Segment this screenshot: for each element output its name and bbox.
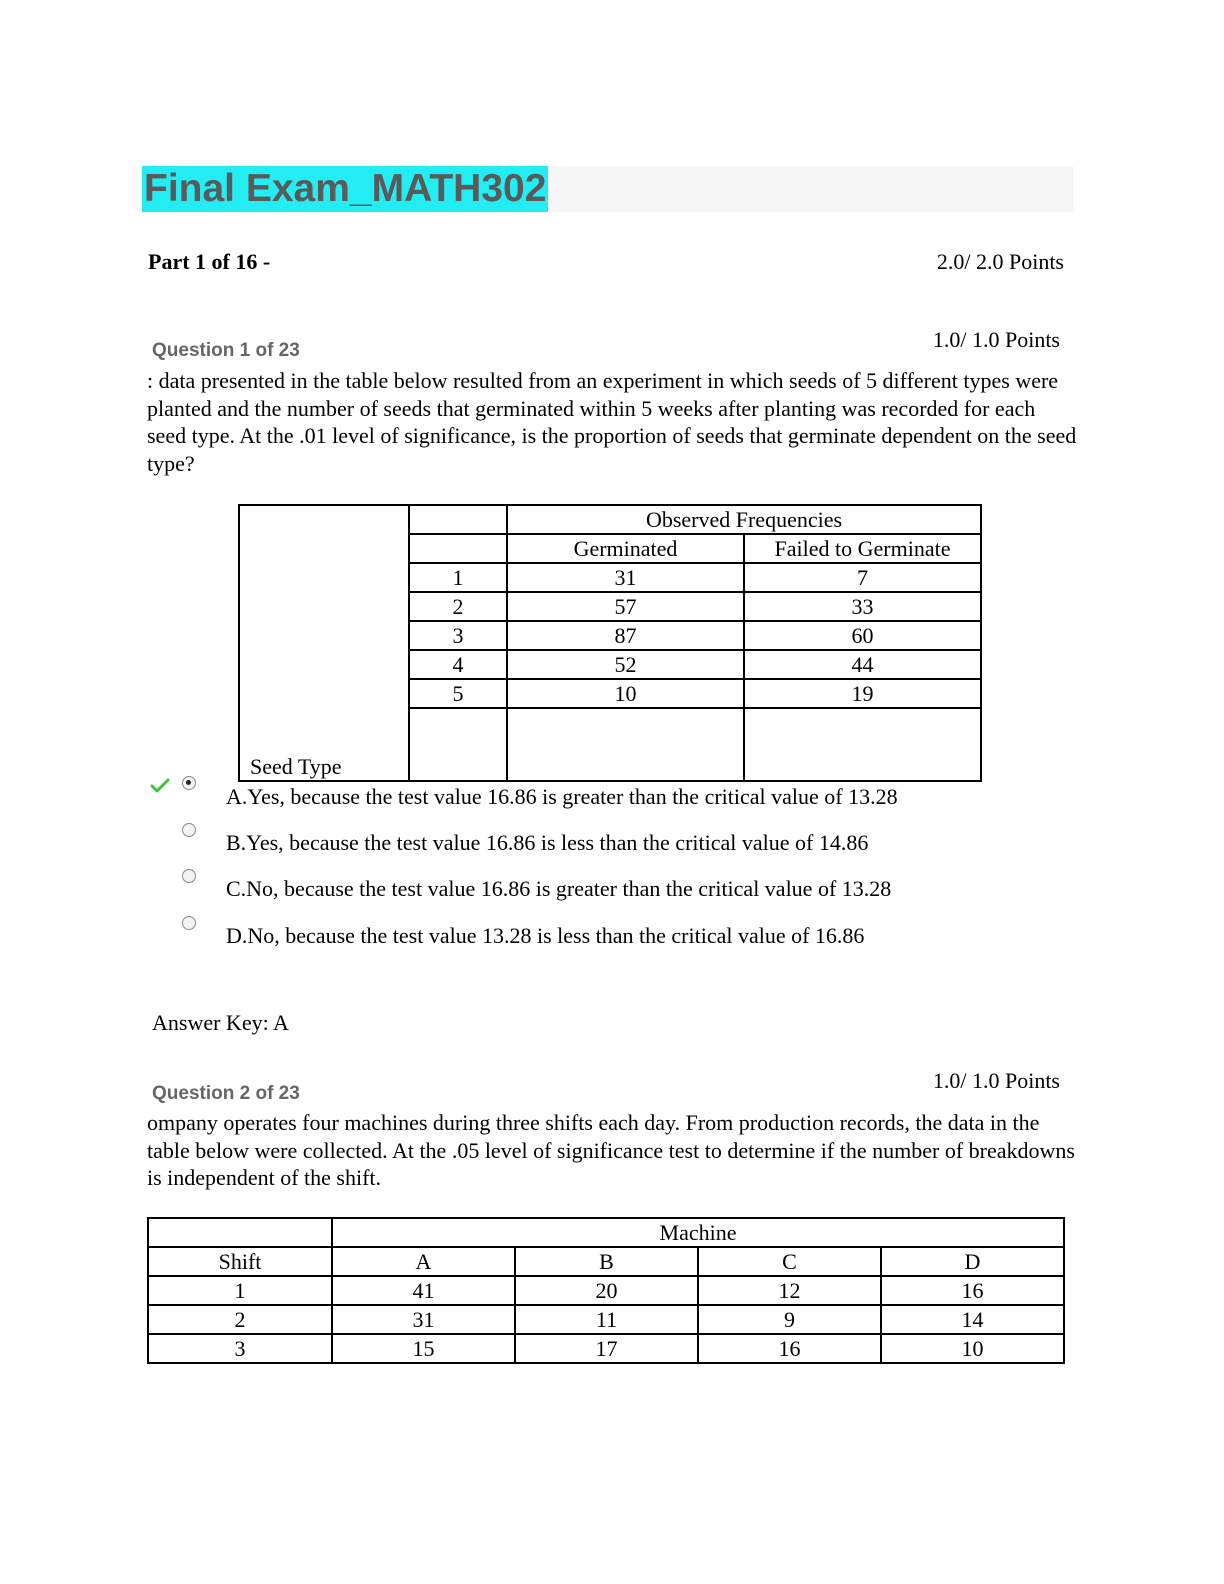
machine-d-header: D — [881, 1247, 1064, 1276]
value-cell: 12 — [698, 1276, 881, 1305]
failed-cell: 7 — [744, 563, 981, 592]
seed-type-cell: 3 — [409, 621, 507, 650]
question-1-points: 1.0/ 1.0 Points — [932, 327, 1060, 352]
shift-cell: 3 — [148, 1334, 332, 1363]
machine-header: Machine — [332, 1218, 1064, 1247]
option-a-radio-icon[interactable] — [182, 776, 196, 790]
radio-selected-dot — [186, 780, 191, 785]
observed-frequencies-header: Observed Frequencies — [507, 505, 981, 534]
machine-a-header: A — [332, 1247, 515, 1276]
germinated-cell: 10 — [507, 679, 744, 708]
value-cell: 31 — [332, 1305, 515, 1334]
germinated-cell: 87 — [507, 621, 744, 650]
germinated-cell: 57 — [507, 592, 744, 621]
option-d-radio-icon[interactable] — [182, 916, 196, 930]
shift-breakdown-table — [147, 1217, 1065, 1364]
seed-type-cell: 2 — [409, 592, 507, 621]
value-cell: 9 — [698, 1305, 881, 1334]
failed-cell: 33 — [744, 592, 981, 621]
germinated-cell: 31 — [507, 563, 744, 592]
table-cell — [148, 1218, 332, 1247]
machine-b-header: B — [515, 1247, 698, 1276]
option-b-text: B.Yes, because the test value 16.86 is less than the critical value of 14.86 — [226, 830, 869, 855]
table-row — [148, 1305, 1064, 1334]
table-cell — [409, 708, 507, 781]
seed-type-cell: 5 — [409, 679, 507, 708]
failed-header: Failed to Germinate — [744, 534, 981, 563]
failed-cell: 44 — [744, 650, 981, 679]
part-points: 2.0/ 2.0 Points — [936, 249, 1064, 274]
seed-frequency-table — [238, 504, 982, 782]
seed-type-cell: 4 — [409, 650, 507, 679]
answer-key: Answer Key: A — [152, 1010, 289, 1035]
table-cell — [507, 708, 744, 781]
question-1-text: : data presented in the table below resulted from an experiment in which seeds of 5 different types were planted and the number of seeds that germinated within 5 weeks after planting was recorded for each seed type. At the .01 level of significance, is the proportion of seeds that germinate dependent on the seed type? — [147, 368, 1077, 476]
value-cell: 17 — [515, 1334, 698, 1363]
value-cell: 16 — [881, 1276, 1064, 1305]
value-cell: 16 — [698, 1334, 881, 1363]
table-cell — [409, 534, 507, 563]
question-1-label: Question 1 of 23 — [152, 340, 300, 361]
question-2-points: 1.0/ 1.0 Points — [932, 1068, 1060, 1093]
failed-cell: 19 — [744, 679, 981, 708]
option-c-radio-icon[interactable] — [182, 869, 196, 883]
option-a-text: A.Yes, because the test value 16.86 is greater than the critical value of 13.28 — [226, 784, 898, 809]
option-b-radio-icon[interactable] — [182, 823, 196, 837]
table-row — [148, 1276, 1064, 1305]
value-cell: 14 — [881, 1305, 1064, 1334]
value-cell: 10 — [881, 1334, 1064, 1363]
page-title: Final Exam_MATH302 — [144, 167, 547, 210]
value-cell: 11 — [515, 1305, 698, 1334]
shift-cell: 1 — [148, 1276, 332, 1305]
value-cell: 41 — [332, 1276, 515, 1305]
seed-type-label: Seed Type — [239, 505, 409, 781]
option-c-text: C.No, because the test value 16.86 is greater than the critical value of 13.28 — [226, 876, 892, 901]
germinated-header: Germinated — [507, 534, 744, 563]
machine-c-header: C — [698, 1247, 881, 1276]
option-d-text: D.No, because the test value 13.28 is less than the critical value of 16.86 — [226, 923, 865, 948]
value-cell: 20 — [515, 1276, 698, 1305]
table-cell — [409, 505, 507, 534]
failed-cell: 60 — [744, 621, 981, 650]
germinated-cell: 52 — [507, 650, 744, 679]
shift-header: Shift — [148, 1247, 332, 1276]
question-2-text: ompany operates four machines during three shifts each day. From production records, the data in the table below were collected. At the .05 level of significance test to determine if the number of breakdowns is independent of the shift. — [147, 1110, 1075, 1190]
checkmark-icon — [150, 778, 170, 794]
part-label: Part 1 of 16 - — [148, 249, 271, 274]
table-row — [148, 1334, 1064, 1363]
seed-type-cell: 1 — [409, 563, 507, 592]
value-cell: 15 — [332, 1334, 515, 1363]
shift-cell: 2 — [148, 1305, 332, 1334]
table-cell — [744, 708, 981, 781]
question-2-label: Question 2 of 23 — [152, 1083, 300, 1104]
